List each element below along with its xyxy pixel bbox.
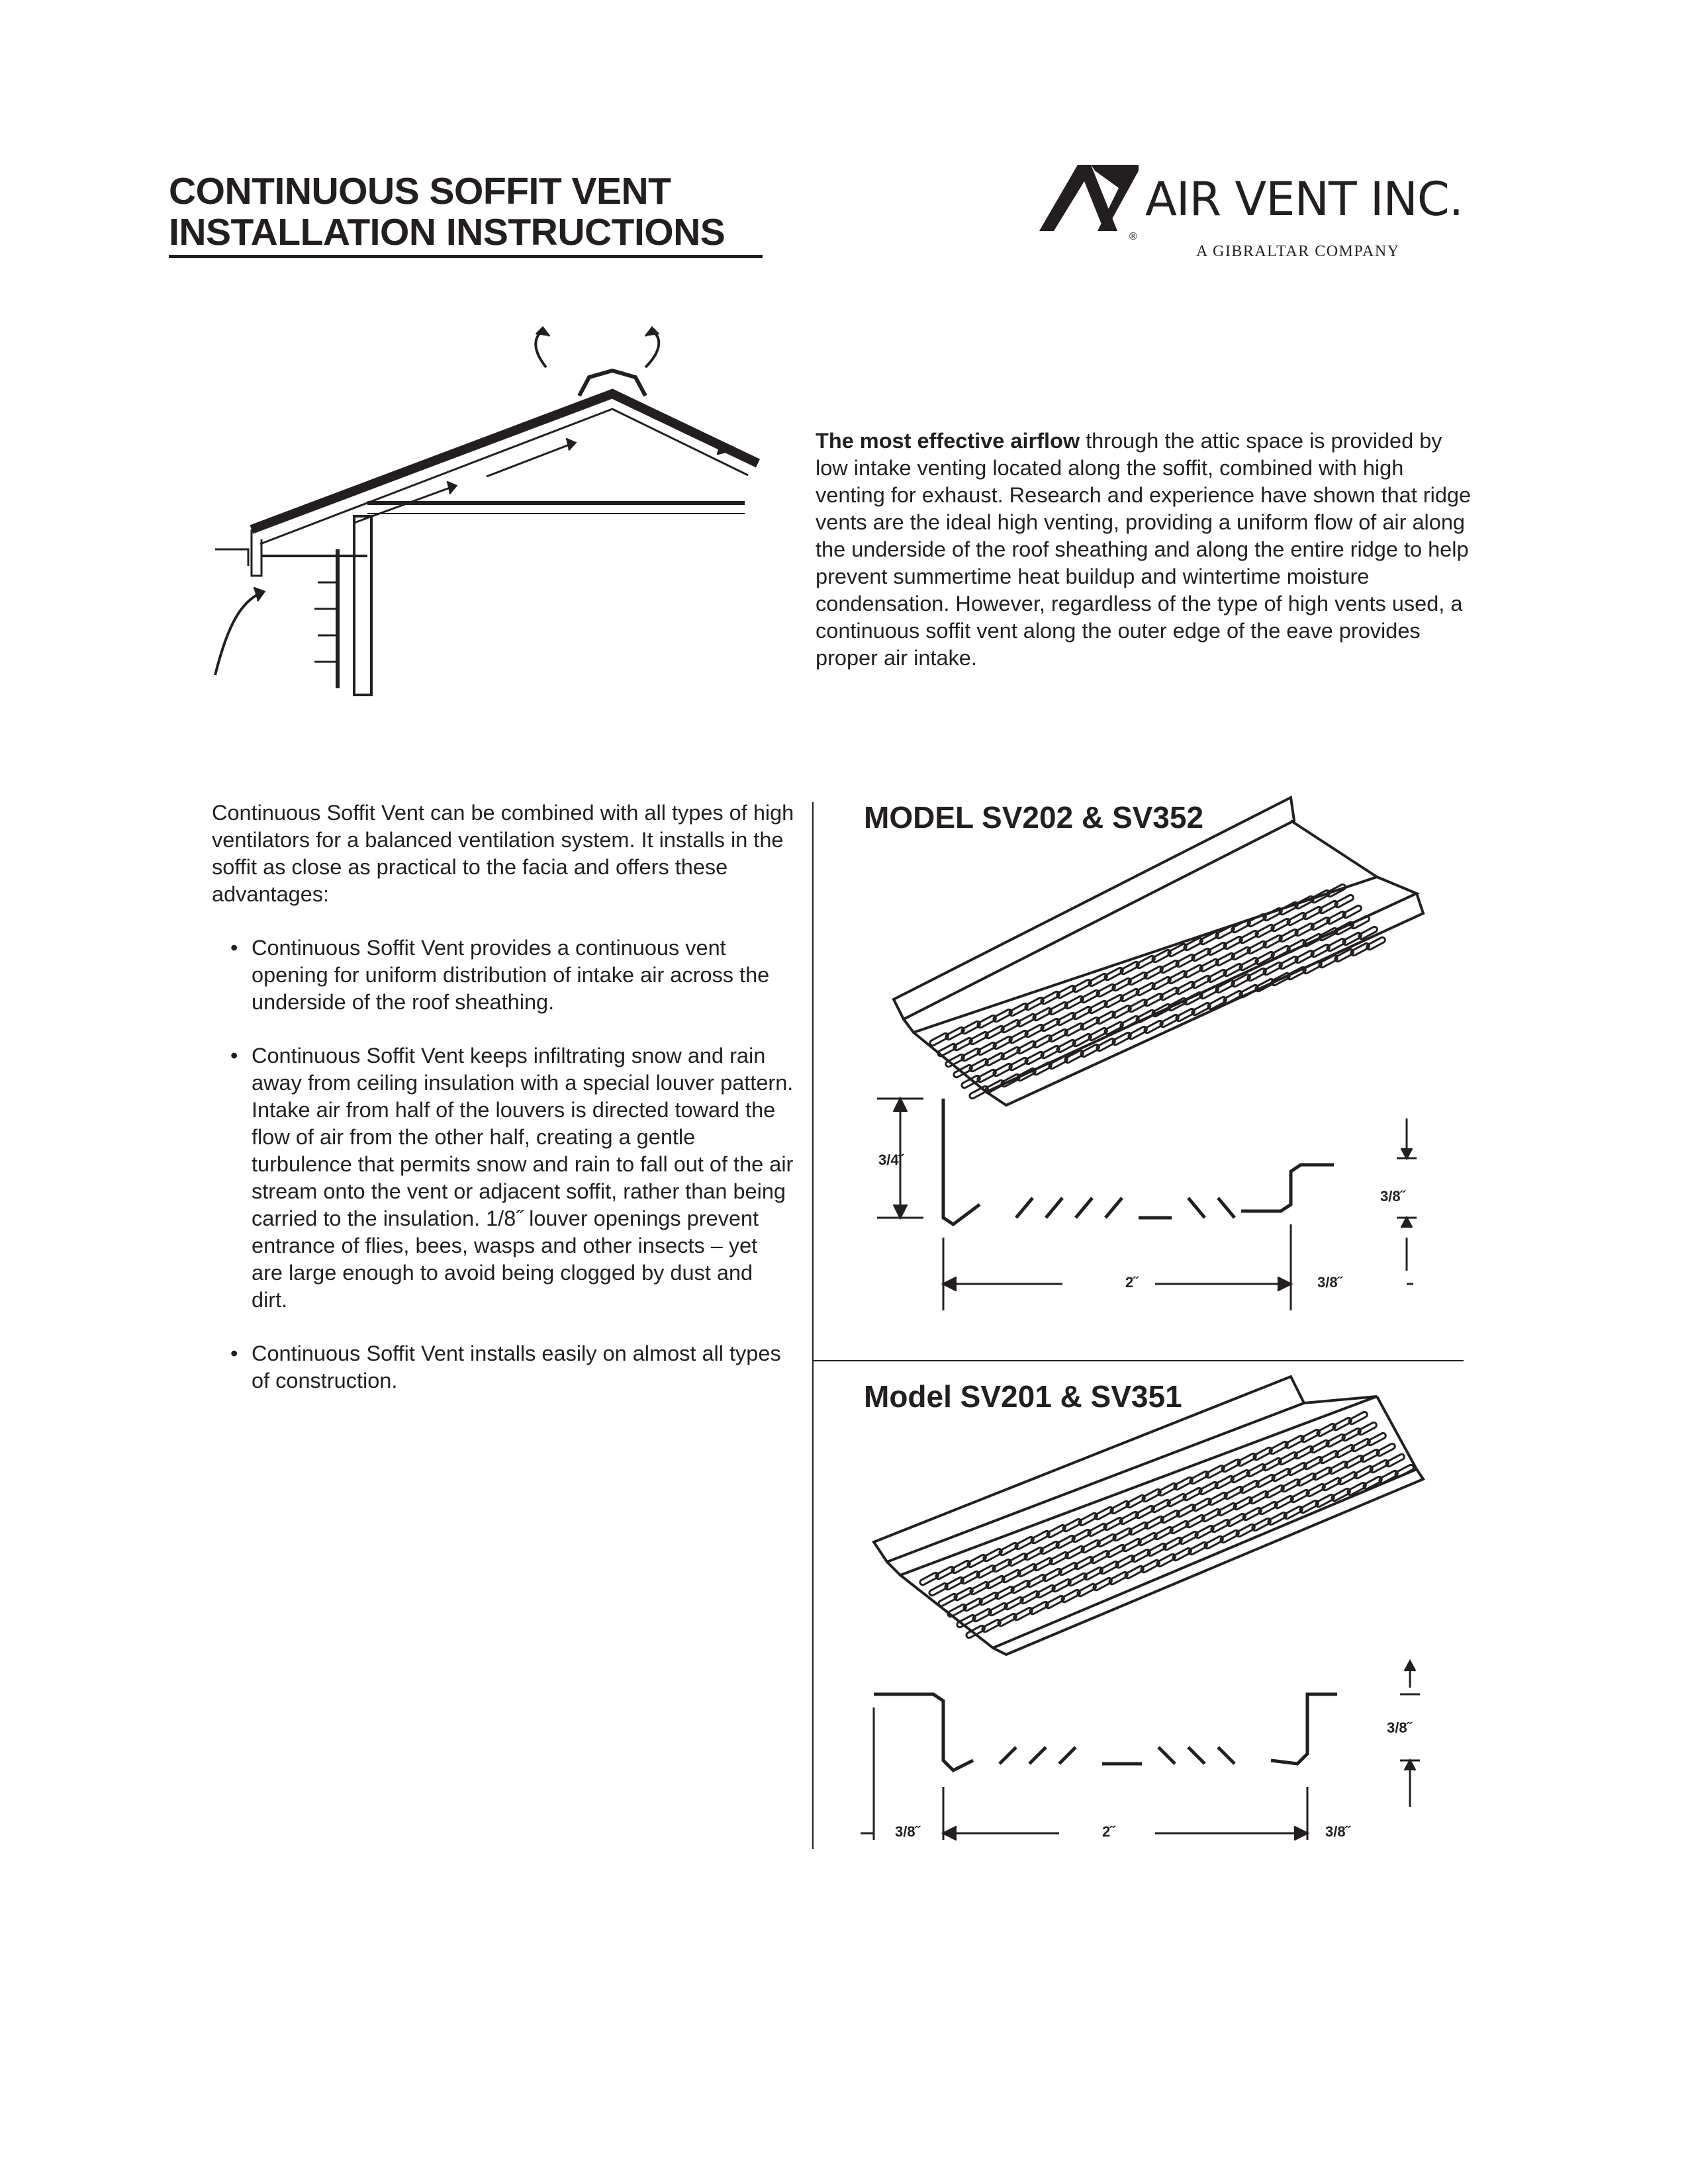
company-logo [1039, 161, 1463, 267]
list-item [212, 1340, 794, 1394]
title-line-2: INSTALLATION INSTRUCTIONS [169, 211, 726, 253]
column-divider [812, 802, 814, 1849]
attic-airflow-illustration [175, 331, 771, 702]
registered-mark: ® [1129, 231, 1137, 242]
title-line-1: CONTINUOUS SOFFIT VENT [169, 170, 671, 212]
model-divider [814, 1360, 1464, 1361]
intro-lead: The most effective airflow [816, 429, 1080, 453]
model-1-heading: MODEL SV202 & SV352 [864, 800, 1204, 835]
m2-dim-height-right: 3/8˝ [1387, 1719, 1412, 1736]
advantages-list [212, 934, 794, 1394]
m1-dim-width-right: 3/8˝ [1317, 1274, 1342, 1291]
company-tagline: A GIBRALTAR COMPANY [1196, 243, 1400, 260]
m2-dim-width-left: 3/8˝ [895, 1823, 920, 1840]
list-item-text: Continuous Soffit Vent keeps infiltrating snow and rain away from ceiling insulation with a special louver pattern. Intake air from half of the louvers is directed toward the flow of air from the other half, creating a gentle turbulence that permits snow and rain to fall out of the air stream onto the vent or adjacent soffit, rather than being carried to the insulation. 1/8˝ louver openings prevent entrance of flies, bees, wasps and other insects – yet are large enough to avoid being clogged by dust and dirt. [252, 1044, 794, 1312]
model-1-profile-diagram [864, 1085, 1433, 1324]
m1-dim-height-left: 3/4˝ [878, 1152, 904, 1168]
m2-dim-width-main: 2˝ [1102, 1823, 1115, 1840]
model-2-profile-diagram [847, 1648, 1443, 1853]
m1-dim-width-main: 2˝ [1125, 1274, 1139, 1291]
intro-text: through the attic space is provided by low intake venting located along the soffit, combined with high venting for exhaust. Research and experience have shown that ridge vents are the ideal high venting, providing a uniform flow of air along the underside of the roof sheathing and along the entire ridge to help prevent summertime heat buildup and wintertime moisture condensation. However, regardless of the type of high vents used, a continuous soffit vent along the outer edge of the eave provides proper air intake. [816, 429, 1472, 670]
advantages-intro: Continuous Soffit Vent can be combined with all types of high ventilators for a balanced ventilation system. It installs in the soffit as close as practical to the facia and offers these advantages: [212, 801, 794, 906]
title-underline [169, 255, 763, 258]
list-item [212, 934, 794, 1016]
page-title [169, 171, 765, 253]
m2-dim-width-right: 3/8˝ [1325, 1823, 1350, 1840]
m1-dim-height-right: 3/8˝ [1380, 1188, 1405, 1205]
model-1-vent-perspective [887, 794, 1430, 1112]
bullet: • [230, 936, 238, 960]
model-2-heading: Model SV201 & SV351 [864, 1379, 1182, 1414]
intro-paragraph [816, 428, 1477, 672]
advantages-section [212, 799, 794, 1421]
list-item-text: Continuous Soffit Vent installs easily on almost all types of construction. [252, 1342, 781, 1392]
company-name: AIR VENT INC. [1145, 172, 1464, 226]
list-item [212, 1042, 794, 1314]
bullet: • [230, 1044, 238, 1068]
list-item-text: Continuous Soffit Vent provides a continuous vent opening for uniform distribution of intake air across the underside of the roof sheathing. [252, 936, 770, 1014]
bullet: • [230, 1342, 238, 1365]
model-2-vent-perspective [874, 1377, 1443, 1655]
logo-mark-icon [1039, 161, 1145, 234]
